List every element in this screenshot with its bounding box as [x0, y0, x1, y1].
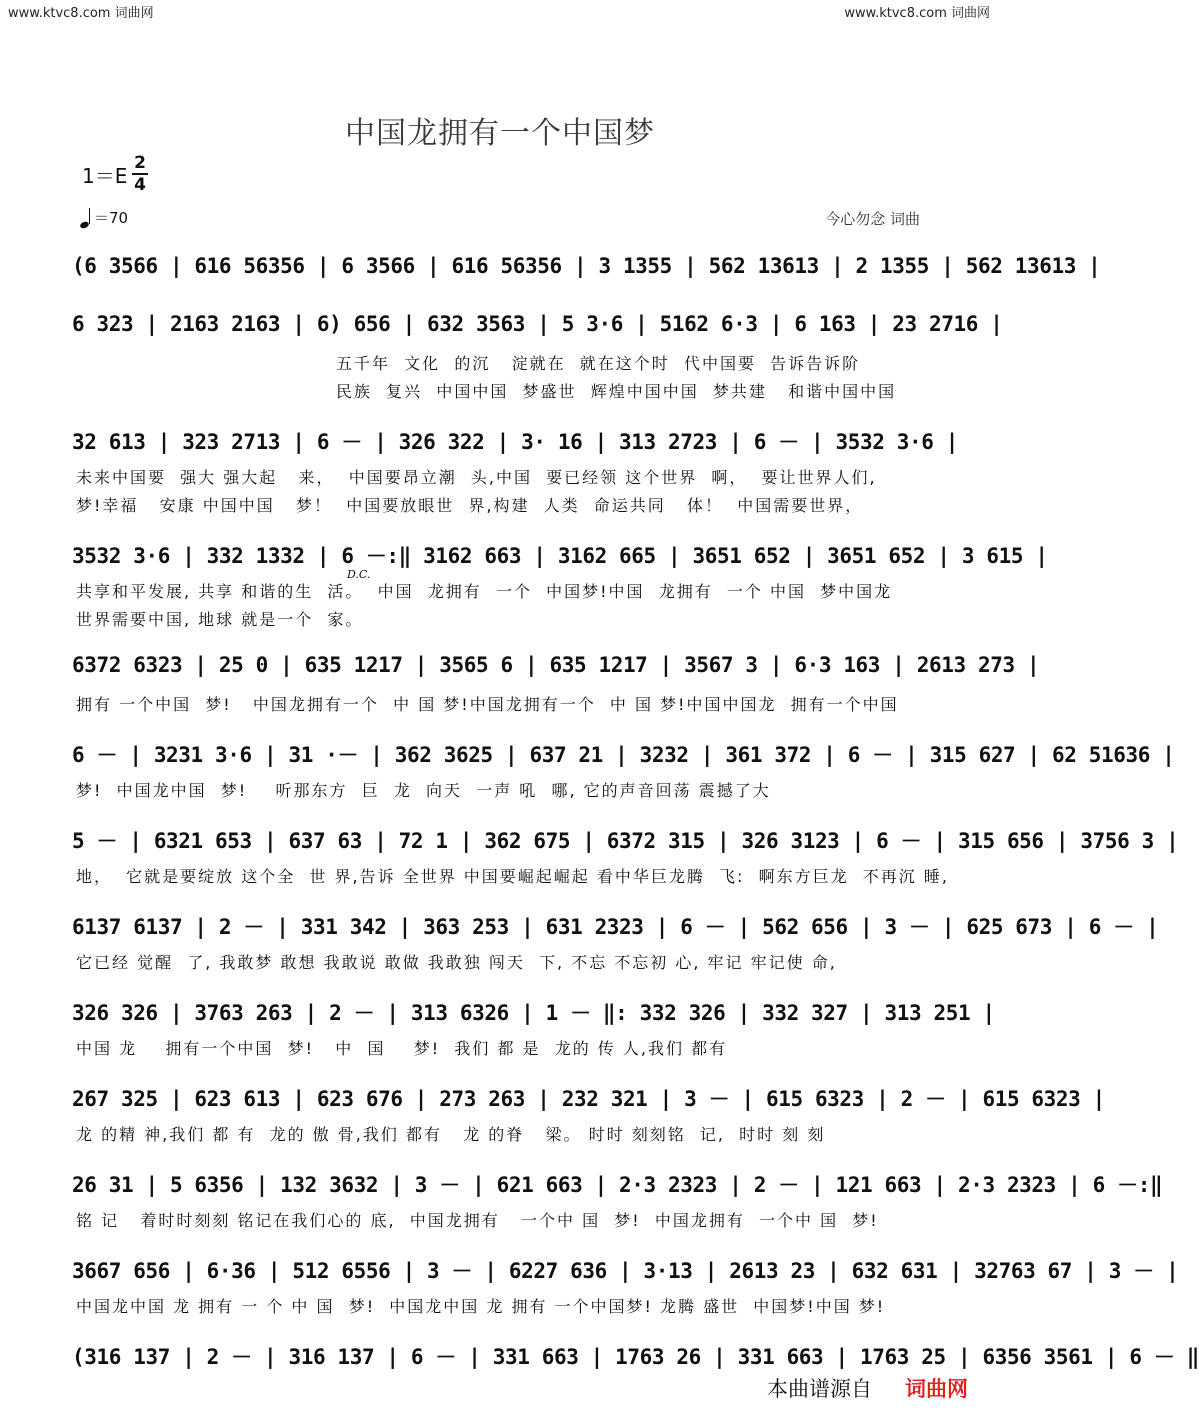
tempo-marking	[80, 207, 128, 228]
notation-row-7: 5 － | 6321 653 | 637 63 | 72 1 | 362 675 | 6372 315 | 326 3123 | 6 － | 315 656 | 3756 3 |	[72, 829, 1179, 853]
tempo-value: ＝70	[94, 209, 129, 227]
notation-row-8: 6137 6137 | 2 － | 331 342 | 363 253 | 631 2323 | 6 － | 562 656 | 3 － | 625 673 | 6 － |	[72, 915, 1159, 939]
notation-row-9: 326 326 | 3763 263 | 2 － | 313 6326 | 1 － ‖: 332 326 | 332 327 | 313 251 |	[72, 1001, 995, 1025]
lyric-line-10: 它已经 觉醒 了, 我敢梦 敢想 我敢说 敢做 我敢独 闯天 下, 不忘 不忘初 心, 牢记 牢记使 命,	[76, 953, 837, 972]
lyric-line-2: 民族 复兴 中国中国 梦盛世 辉煌中国中国 梦共建 和谐中国中国	[336, 382, 897, 401]
notation-row-13: (316 137 | 2 － | 316 137 | 6 － | 331 663 | 1763 26 | 331 663 | 1763 25 | 6356 3561 | 6 － ‖	[72, 1345, 1199, 1369]
notation-row-4: 3532 3·6 | 332 1332 | 6 －:‖ 3162 663 | 3162 665 | 3651 652 | 3651 652 | 3 615 |	[72, 544, 1048, 568]
footer-source-text: 本曲谱源自	[767, 1377, 872, 1401]
notation-row-6: 6 － | 3231 3·6 | 31 ·－ | 362 3625 | 637 21 | 3232 | 361 372 | 6 － | 315 627 | 62 51636 |	[72, 743, 1175, 767]
lyric-line-6: 世界需要中国, 地球 就是一个 家。	[76, 610, 364, 629]
time-signature	[132, 153, 148, 195]
lyric-line-7: 拥有 一个中国 梦! 中国龙拥有一个 中 国 梦!中国龙拥有一个 中 国 梦!中国中国龙 拥有一个中国	[76, 695, 899, 714]
watermark-right: www.ktvc8.com 词曲网	[844, 6, 990, 21]
notation-row-11: 26 31 | 5 6356 | 132 3632 | 3 － | 621 663 | 2·3 2323 | 2 － | 121 663 | 2·3 2323 | 6 －:‖	[72, 1173, 1163, 1197]
meter-numerator: 2	[132, 153, 148, 175]
lyric-line-11: 中国 龙 拥有一个中国 梦! 中 国 梦! 我们 都 是 龙的 传 人,我们 都有	[76, 1039, 728, 1058]
lyric-line-1: 五千年 文化 的沉 淀就在 就在这个时 代中国要 告诉告诉阶	[336, 354, 861, 373]
notation-row-10: 267 325 | 623 613 | 623 676 | 273 263 | 232 321 | 3 － | 615 6323 | 2 － | 615 6323 |	[72, 1087, 1105, 1111]
notation-row-5: 6372 6323 | 25 0 | 635 1217 | 3565 6 | 635 1217 | 3567 3 | 6·3 163 | 2613 273 |	[72, 653, 1040, 677]
lyric-line-8: 梦! 中国龙中国 梦! 听那东方 巨 龙 向天 一声 吼 哪, 它的声音回荡 震撼了大	[76, 781, 771, 800]
dc-mark: D.C.	[347, 568, 371, 581]
footer-brand-link[interactable]: 词曲网	[905, 1377, 968, 1401]
lyric-line-13: 铭 记 着时时刻刻 铭记在我们心的 底, 中国龙拥有 一个中 国 梦! 中国龙拥有 一个中 国 梦!	[76, 1211, 879, 1230]
song-title: 中国龙拥有一个中国梦	[345, 116, 655, 151]
notation-row-1: (6 3566 | 616 56356 | 6 3566 | 616 56356 | 3 1355 | 562 13613 | 2 1355 | 562 13613 |	[72, 254, 1101, 278]
lyric-line-4: 梦!幸福 安康 中国中国 梦！ 中国要放眼世 界,构建 人类 命运共同 体！ 中国需要世界，	[76, 496, 864, 515]
lyric-line-9: 地， 它就是要绽放 这个全 世 界,告诉 全世界 中国要崛起崛起 看中华巨龙腾 飞: 啊东方巨龙 不再沉 睡,	[76, 867, 949, 886]
key-signature: 1＝E	[82, 164, 128, 188]
watermark-left: www.ktvc8.com 词曲网	[8, 6, 154, 21]
composer-credit: 今心勿念 词曲	[825, 210, 920, 228]
meter-denominator: 4	[134, 175, 146, 195]
lyric-line-14: 中国龙中国 龙 拥有 一 个 中 国 梦! 中国龙中国 龙 拥有 一个中国梦! 龙腾 盛世 中国梦!中国 梦!	[76, 1297, 886, 1316]
quarter-note-icon	[80, 208, 92, 228]
notation-row-2: 6 323 | 2163 2163 | 6) 656 | 632 3563 | 5 3·6 | 5162 6·3 | 6 163 | 23 2716 |	[72, 312, 1003, 336]
lyric-line-3: 未来中国要 强大 强大起 来， 中国要昂立潮 头,中国 要已经领 这个世界 啊， 要让世界人们,	[76, 468, 877, 487]
lyric-line-12: 龙 的精 神,我们 都 有 龙的 傲 骨,我们 都有 龙 的脊 梁。 时时 刻刻铭 记, 时时 刻 刻	[76, 1125, 826, 1144]
notation-row-3: 32 613 | 323 2713 | 6 － | 326 322 | 3· 16 | 313 2723 | 6 － | 3532 3·6 |	[72, 430, 958, 454]
notation-row-12: 3667 656 | 6·36 | 512 6556 | 3 － | 6227 636 | 3·13 | 2613 23 | 632 631 | 32763 67 | 3 － |	[72, 1259, 1179, 1283]
lyric-line-5: 共享和平发展, 共享 和谐的生 活。 中国 龙拥有 一个 中国梦!中国 龙拥有 一个 中国 梦中国龙	[76, 582, 893, 601]
